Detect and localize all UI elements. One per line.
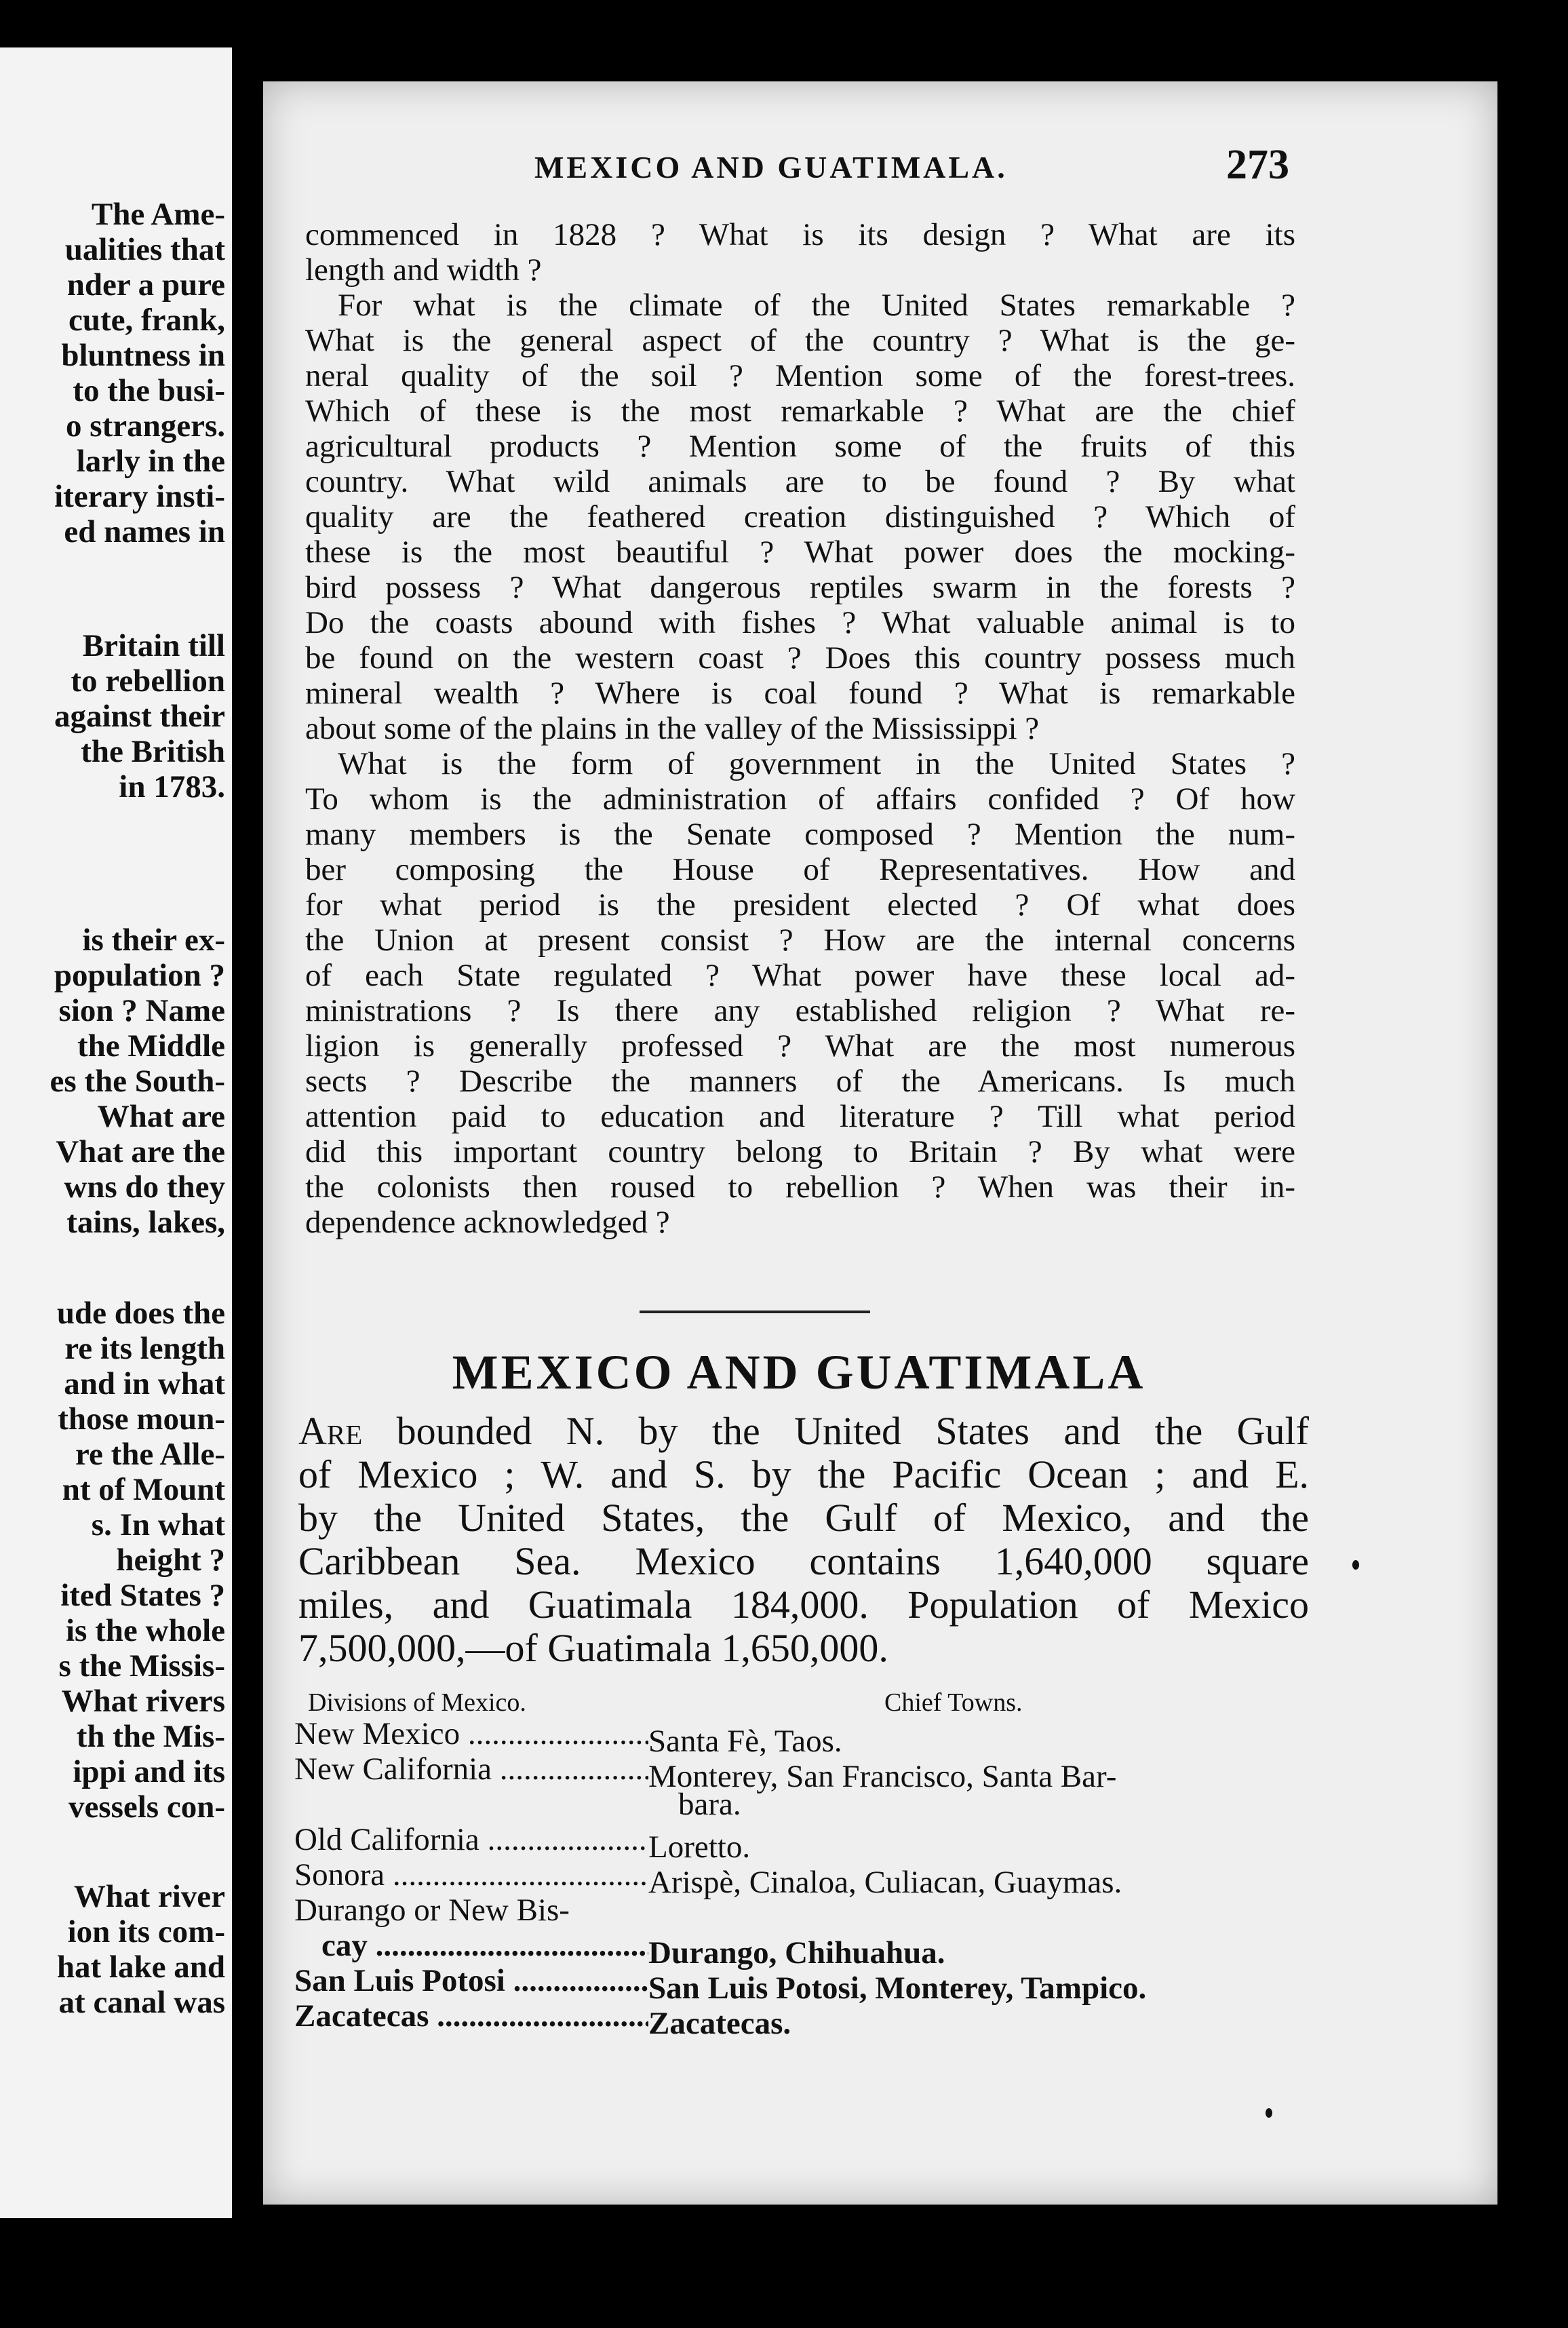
question-line: dependence acknowledged ? [305, 1205, 670, 1240]
left-page-line: s the Missis- [58, 1648, 225, 1684]
table-row [678, 1787, 741, 1822]
left-page-line: cute, frank, [68, 303, 225, 338]
left-page-fragment [0, 47, 232, 2218]
running-head: MEXICO AND GUATIMALA. [534, 150, 1008, 185]
column-header-towns: Chief Towns. [884, 1688, 1023, 1717]
left-page-line: ualities that [64, 232, 225, 267]
left-page-line: iterary insti- [54, 479, 225, 514]
division-name: New California ..... [294, 1751, 648, 1787]
division-name: Old California ..... [294, 1822, 648, 1857]
chief-towns: San Luis Potosi, Monterey, Tampico. [648, 1971, 1147, 2006]
left-page-line: vessels con- [68, 1789, 225, 1825]
left-page-line: ed names in [64, 514, 225, 549]
intro-line: 7,500,000,—of Guatimala 1,650,000. [298, 1626, 888, 1670]
left-page-line: ippi and its [73, 1754, 225, 1789]
division-name: New Mexico ..... [294, 1716, 648, 1751]
ink-speck [1266, 2108, 1272, 2118]
chief-towns: Arispè, Cinaloa, Culiacan, Guaymas. [648, 1865, 1122, 1900]
page-number: 273 [1226, 142, 1289, 188]
left-page-line: hat lake and [56, 1949, 225, 1985]
ink-speck [1352, 1560, 1359, 1570]
question-line: For what is the climate of the United States remarkable ? [338, 288, 1295, 323]
question-line: length and width ? [305, 252, 542, 288]
column-header-divisions: Divisions of Mexico. [308, 1688, 526, 1717]
left-page-line: the British [81, 734, 225, 769]
left-page-line: to rebellion [71, 663, 225, 699]
intro-first-rest: bounded N. by the United States and the Gulf [362, 1409, 1309, 1453]
left-page-line: Britain till [82, 628, 225, 663]
question-line: attention paid to education and literature ? Till what period [305, 1099, 1295, 1134]
question-line: commenced in 1828 ? What is its design ? What are its [305, 217, 1295, 252]
question-line: for what period is the president elected ? Of what does [305, 887, 1295, 923]
intro-line [298, 1410, 1309, 1453]
question-line: be found on the western coast ? Does this country possess much [305, 640, 1295, 676]
left-page-line: wns do they [64, 1169, 225, 1205]
question-line: sects ? Describe the manners of the Americans. Is much [305, 1064, 1295, 1099]
left-page-line: height ? [116, 1543, 225, 1578]
question-line: Which of these is the most remarkable ? What are the chief [305, 393, 1295, 429]
question-line: ministrations ? Is there any established religion ? What re- [305, 993, 1295, 1028]
question-line: agricultural products ? Mention some of the fruits of this [305, 429, 1295, 464]
question-line: many members is the Senate composed ? Mention the num- [305, 817, 1295, 852]
division-name: Zacatecas ..... [294, 1998, 648, 2034]
left-page-line: in 1783. [119, 769, 225, 804]
question-line: these is the most beautiful ? What power does the mocking- [305, 535, 1295, 570]
division-name: Durango or New Bis- [294, 1893, 570, 1928]
table-row [294, 1893, 570, 1928]
chief-towns: Monterey, San Francisco, Santa Bar- [648, 1759, 1117, 1794]
question-line: To whom is the administration of affairs confided ? Of how [305, 781, 1295, 817]
division-name: San Luis Potosi ..... [294, 1963, 648, 1998]
question-line: the colonists then roused to rebellion ? When was their in- [305, 1169, 1295, 1205]
left-page-line: against their [54, 699, 225, 734]
left-page-line: s. In what [91, 1507, 225, 1543]
left-page-line: ude does the [56, 1296, 225, 1331]
question-line: country. What wild animals are to be found ? By what [305, 464, 1295, 499]
question-line: neral quality of the soil ? Mention some of the forest-trees. [305, 358, 1295, 393]
left-page-line: o strangers. [66, 408, 225, 444]
left-page-line: nt of Mount [62, 1472, 225, 1507]
intro-line: miles, and Guatimala 184,000. Population of Mexico [298, 1583, 1309, 1627]
question-line: ligion is generally professed ? What are the most numerous [305, 1028, 1295, 1064]
question-line: about some of the plains in the valley of the Mississippi ? [305, 711, 1040, 746]
question-line: of each State regulated ? What power have these local ad- [305, 958, 1295, 993]
division-name: cay ..... [321, 1928, 648, 1963]
section-heading: MEXICO AND GUATIMALA [452, 1345, 1146, 1399]
left-page-line: th the Mis- [76, 1719, 225, 1754]
section-rule [640, 1311, 870, 1313]
intro-first-word: Are [298, 1409, 363, 1453]
left-page-line: Vhat are the [56, 1134, 225, 1169]
left-page-line: those moun- [58, 1401, 225, 1437]
left-page-line: larly in the [76, 444, 225, 479]
question-line: What is the form of government in the United States ? [338, 746, 1295, 781]
chief-towns: bara. [678, 1787, 741, 1822]
left-page-line: The Ame- [91, 197, 225, 232]
left-page-line: es the South- [50, 1064, 225, 1099]
question-line: Do the coasts abound with fishes ? What valuable animal is to [305, 605, 1295, 640]
left-page-line: at canal was [58, 1985, 225, 2020]
left-page-line: population ? [54, 958, 225, 993]
division-name: Sonora ..... [294, 1857, 648, 1893]
left-page-line: the Middle [77, 1028, 225, 1064]
left-page-line: to the busi- [73, 373, 225, 408]
left-page-line: ited States ? [60, 1578, 225, 1613]
left-page-line: ion its com- [67, 1914, 225, 1949]
right-page [263, 81, 1497, 2205]
left-page-line: sion ? Name [58, 993, 225, 1028]
question-line: bird possess ? What dangerous reptiles swarm in the forests ? [305, 570, 1295, 605]
question-line: quality are the feathered creation distinguished ? Which of [305, 499, 1295, 535]
chief-towns: Zacatecas. [648, 2006, 791, 2041]
chief-towns: Santa Fè, Taos. [648, 1724, 842, 1759]
table-row [294, 1998, 791, 2041]
left-page-line: re the Alle- [75, 1437, 225, 1472]
intro-line: Caribbean Sea. Mexico contains 1,640,000 square [298, 1539, 1309, 1583]
question-line: the Union at present consist ? How are the internal concerns [305, 923, 1295, 958]
left-page-line: is their ex- [82, 923, 225, 958]
left-page-line: is the whole [66, 1613, 225, 1648]
intro-line: by the United States, the Gulf of Mexico, and the [298, 1496, 1309, 1540]
intro-line: of Mexico ; W. and S. by the Pacific Ocean ; and E. [298, 1452, 1309, 1496]
book-gutter [232, 41, 263, 2245]
question-line: did this important country belong to Britain ? By what were [305, 1134, 1295, 1169]
left-page-line: tains, lakes, [66, 1205, 225, 1240]
chief-towns: Loretto. [648, 1829, 751, 1865]
question-line: ber composing the House of Representatives. How and [305, 852, 1295, 887]
question-line: What is the general aspect of the country ? What is the ge- [305, 323, 1295, 358]
left-page-line: What are [97, 1099, 225, 1134]
left-page-line: What rivers [61, 1684, 225, 1719]
left-page-line: What river [73, 1879, 225, 1914]
question-line: mineral wealth ? Where is coal found ? What is remarkable [305, 676, 1295, 711]
left-page-line: nder a pure [66, 267, 225, 303]
left-page-line: and in what [64, 1366, 225, 1401]
left-page-line: re its length [64, 1331, 225, 1366]
left-page-line: bluntness in [61, 338, 225, 373]
chief-towns: Durango, Chihuahua. [648, 1935, 945, 1971]
